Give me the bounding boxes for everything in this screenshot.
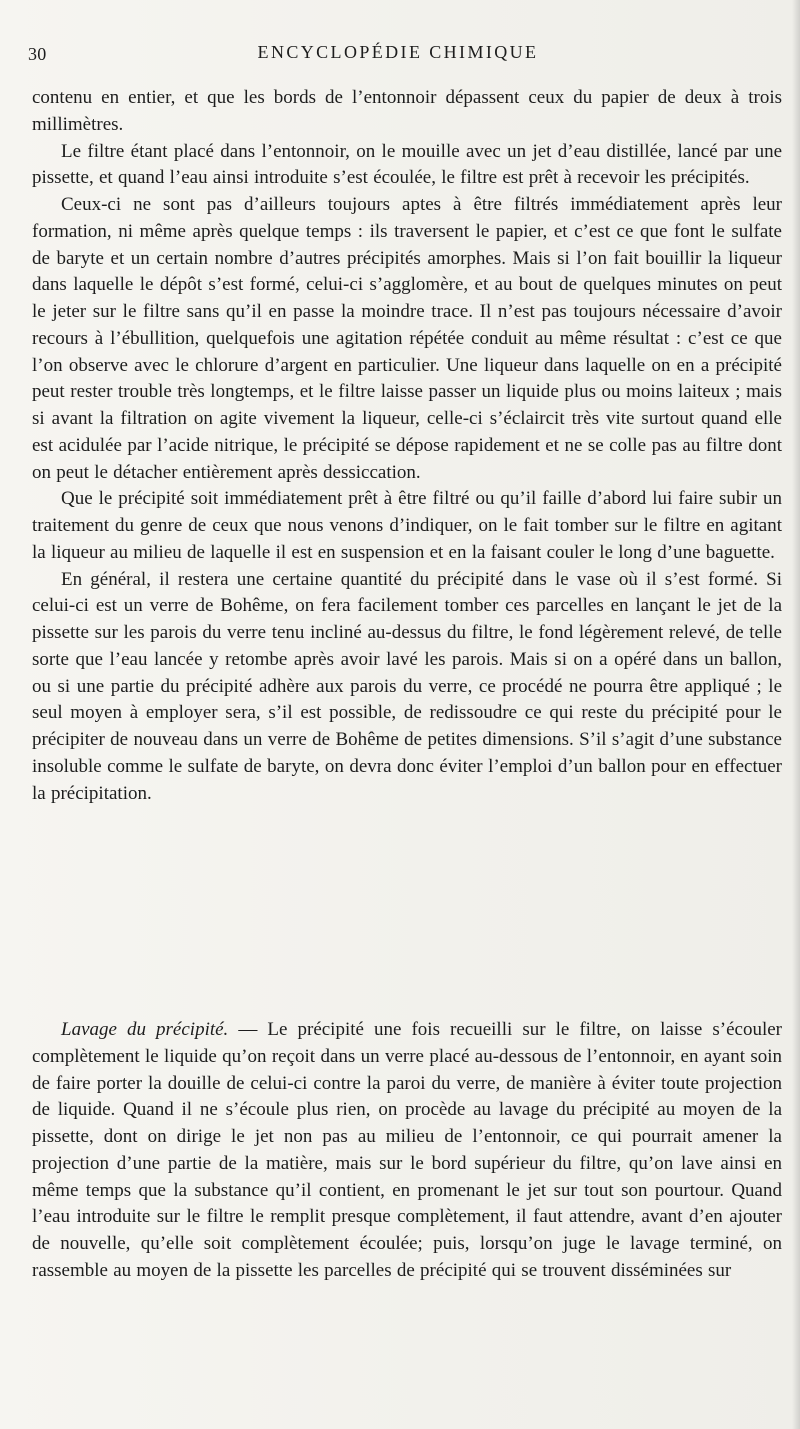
body-text (32, 85, 782, 807)
paragraph-continuation: contenu en entier, et que les bords de l’entonnoir dépassent ceux du papier de deux à trois millimètres. (32, 87, 782, 135)
running-title: ENCYCLOPÉDIE CHIMIQUE (257, 42, 539, 62)
section-text: — Le précipité une fois recueilli sur le filtre, on laisse s’écouler complètement le liquide qu’on reçoit dans un verre placé au-dessous de l’entonnoir, en ayant soin de faire porter la douille de celui-ci contre la paroi du verre, de manière à éviter toute projection de liquide. Quand il ne s’écoule plus rien, on procède au lavage du précipité au moyen de la pissette, dont on dirige le jet non pas au milieu de l’entonnoir, ce qui pourrait amener la projection d’une partie de la matière, mais sur le bord supérieur du filtre, qu’on lave ainsi en même temps que la substance qu’il contient, en promenant le jet sur tout son pourtour. Quand l’eau introduite sur le filtre le remplit presque complètement, il faut attendre, avant d’en ajouter de nouvelle, qu’elle soit complètement écoulée; puis, lorsqu’on juge le lavage terminé, on rassemble au moyen de la pissette les parcelles de précipité qui se trouvent disséminées sur (32, 1019, 782, 1281)
page-number: 30 (28, 44, 47, 64)
section-paragraph (32, 1017, 782, 1285)
paragraph-precipitate-filtering: Ceux-ci ne sont pas d’ailleurs toujours aptes à être filtrés immédiatement après leur formation, ni même après quelque temps : ils traversent le papier, et c’est ce que font le sulfate de baryte et un certain nombre d’autres précipités amorphes. Mais si l’on fait bouillir la liqueur dans laquelle le dépôt s’est formé, celui-ci s’agglomère, et au bout de quelques minutes on peut le jeter sur le filtre sans qu’il en passe la moindre trace. Il n’est pas toujours nécessaire d’avoir recours à l’ébullition, quelquefois une agitation répétée conduit au même résultat : c’est ce que l’on observe avec le chlorure d’argent en particulier. Une liqueur dans laquelle on en a précipité peut rester trouble très longtemps, et le filtre laisse passer un liquide plus ou moins laiteux ; mais si avant la filtration on agite vivement la liqueur, celle-ci s’éclaircit très vite surtout quand elle est acidulée par l’acide nitrique, le précipité se dépose rapidement et ne se colle pas au filtre dont on peut le détacher entièrement après dessiccation. (32, 194, 782, 483)
paragraph-residual-precipitate: En général, il restera une certaine quantité du précipité dans le vase où il s’est formé. Si celui-ci est un verre de Bohême, on fera facilement tomber ces parcelles en lançant le jet de la pissette sur les parois du verre tenu incliné au-dessus du filtre, le fond légèrement relevé, de telle sorte que l’eau lancée y retombe après avoir lavé les parois. Mais si on a opéré dans un ballon, ou si une partie du précipité adhère aux parois du verre, ce procédé ne pourra être appliqué ; le seul moyen à employer sera, s’il est possible, de redissoudre ce qui reste du précipité pour le précipiter de nouveau dans un verre de Bohême de petites dimensions. S’il s’agit d’une substance insoluble comme le sulfate de baryte, on devra donc éviter l’emploi d’un ballon pour en effectuer la précipitation. (32, 568, 782, 804)
page-header (28, 40, 768, 72)
page-edge-shadow (792, 0, 800, 1429)
section-heading: Lavage du précipité. (61, 1019, 229, 1040)
section-lavage (32, 1017, 782, 1285)
paragraph-filter-wetting: Le filtre étant placé dans l’entonnoir, on le mouille avec un jet d’eau distillée, lancé par une pissette, et quand l’eau ainsi introduite s’est écoulée, le filtre est prêt à recevoir les précipités. (32, 140, 782, 189)
paragraph-transfer: Que le précipité soit immédiatement prêt à être filtré ou qu’il faille d’abord lui faire subir un traitement du genre de ceux que nous venons d’indiquer, on le fait tomber sur le filtre en agitant la liqueur au milieu de laquelle il est en suspension et en la faisant couler le long d’une baguette. (32, 488, 782, 563)
